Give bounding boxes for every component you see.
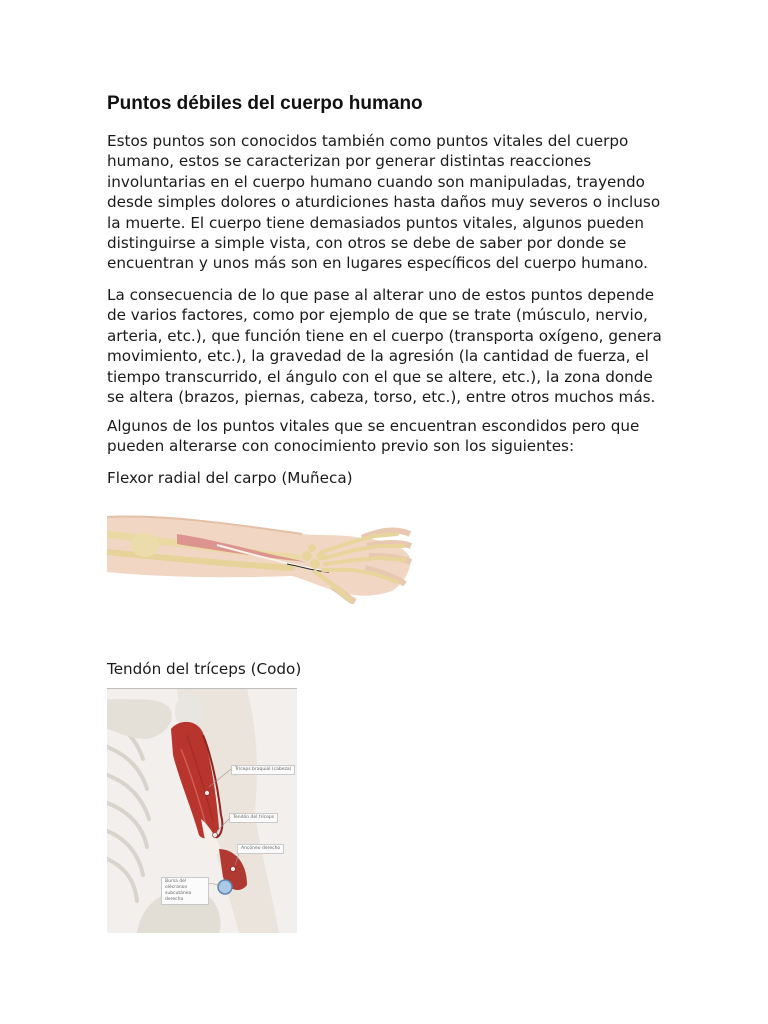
paragraph-consequences: La consecuencia de lo que pase al alterar uno de estos puntos depende de varios factores, como por ejemplo de que se trate (músculo, nervio, arteria, etc.), que función tiene en el cuerpo (transporta oxígeno, genera movimiento, etc.), la gravedad de la agresión (la cantidad de fuerza, el tiempo transcurrido, el ángulo con el que se altere, etc.), la zona donde se altera (brazos, piernas, cabeza, torso, etc.), entre otros muchos más. bbox=[107, 286, 662, 407]
paragraph-intro: Estos puntos son conocidos también como puntos vitales del cuerpo humano, estos se caracterizan por generar distintas reacciones involuntarias en el cuerpo humano cuando son manipuladas, trayendo desde simples dolores o aturdiciones hasta daños muy severos o incluso la muerte. El cuerpo tiene demasiados puntos vitales, algunos pueden distinguirse a simple vista, con otros se debe de saber por donde se encuentran y unos más son en lugares específicos del cuerpo humano. bbox=[107, 132, 661, 273]
caption-elbow: Tendón del tríceps (Codo) bbox=[107, 660, 302, 678]
triceps-elbow-image bbox=[107, 688, 297, 933]
label-triceps-tendon: Tendón del tríceps bbox=[229, 813, 278, 823]
forearm-wrist-image bbox=[107, 512, 412, 604]
label-anconeus: Ancóneo derecho bbox=[237, 844, 284, 854]
page-title: Puntos débiles del cuerpo humano bbox=[107, 93, 423, 114]
label-bursa: Bursa del olécranon subcutánea derecha bbox=[161, 877, 209, 905]
label-triceps-long: Tríceps braquial (cabeza) bbox=[231, 765, 295, 775]
caption-wrist: Flexor radial del carpo (Muñeca) bbox=[107, 469, 353, 487]
paragraph-hidden-points: Algunos de los puntos vitales que se encuentran escondidos pero que pueden alterarse con conocimiento previo son los siguientes: bbox=[107, 417, 640, 456]
